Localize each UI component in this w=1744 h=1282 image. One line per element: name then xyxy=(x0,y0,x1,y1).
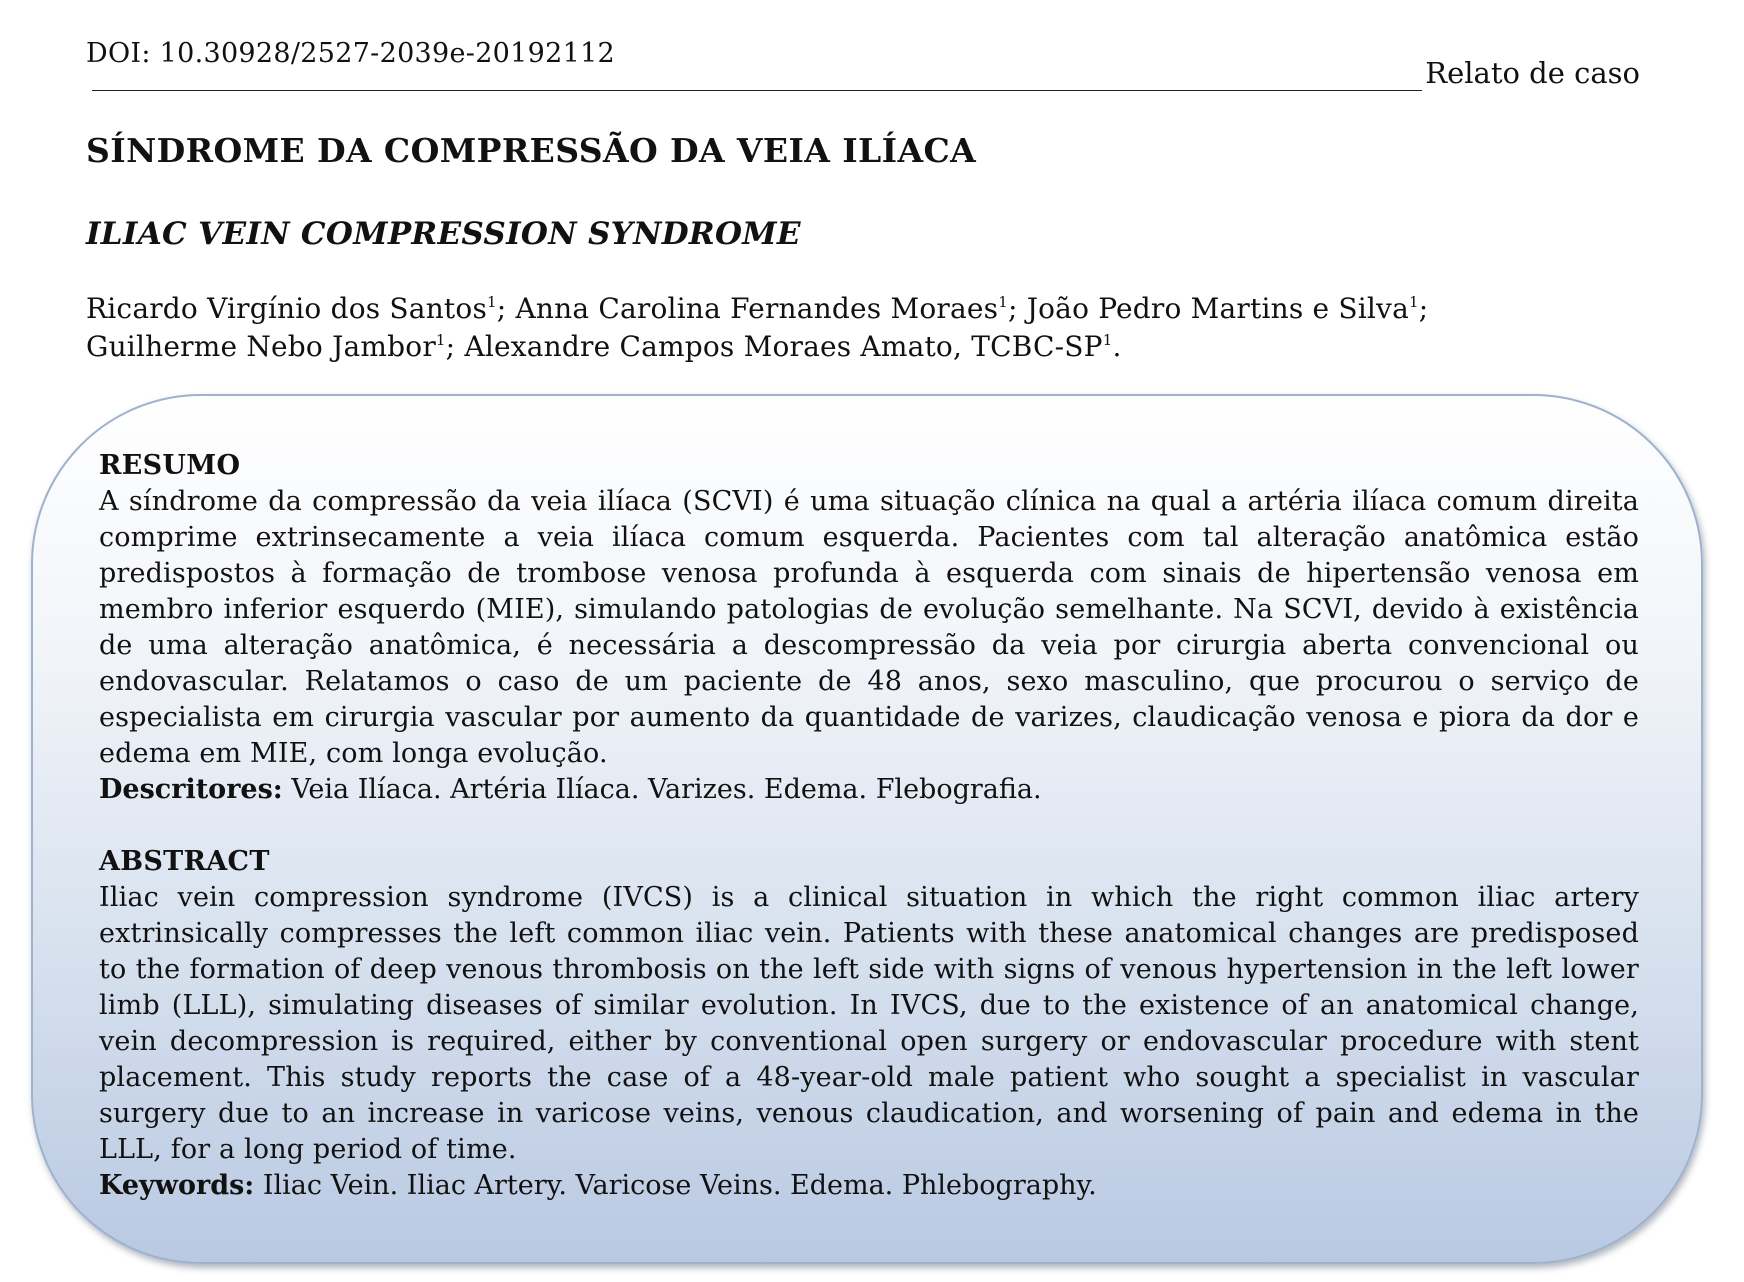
author-affiliation: 1 xyxy=(487,293,497,311)
resumo-keywords xyxy=(99,772,1639,808)
author-affiliation: 1 xyxy=(435,331,446,349)
article-title-portuguese: SÍNDROME DA COMPRESSÃO DA VEIA ILÍACA xyxy=(86,131,977,170)
author-affiliation: 1 xyxy=(1102,331,1113,349)
author-affiliation: 1 xyxy=(1408,293,1419,311)
header-rule xyxy=(92,90,1422,91)
resumo-keywords-label: Descritores: xyxy=(99,774,283,805)
author-name: Anna Carolina Fernandes Moraes xyxy=(515,292,999,325)
author-name: Alexandre Campos Moraes Amato, TCBC-SP xyxy=(464,330,1103,363)
resumo-text: A síndrome da compressão da veia ilíaca (SCVI) é uma situação clínica na qual a artéria ilíaca comum direita comprime extrinsecamente a veia ilíaca comum esquerda. Pacientes com tal alteração anatômica estão predispostos à formação de trombose venosa profunda à esquerda com sinais de hipertensão venosa em membro inferior esquerdo (MIE), simulando patologias de evolução semelhante. Na SCVI, devido à existência de uma alteração anatômica, é necessária a descompressão da veia por cirurgia aberta convencional ou endovascular. Relatamos o caso de um paciente de 48 anos, sexo masculino, que procurou o serviço de especialista em cirurgia vascular por aumento da quantidade de varizes, claudicação venosa e piora da dor e edema em MIE, com longa evolução. xyxy=(99,486,1639,769)
author-name: João Pedro Martins e Silva xyxy=(1026,292,1409,325)
resumo-keywords-values: Veia Ilíaca. Artéria Ilíaca. Varizes. Edema. Flebografia. xyxy=(291,774,1042,805)
section-spacer xyxy=(99,808,1639,844)
author-name: Ricardo Virgínio dos Santos xyxy=(86,292,488,325)
abstract-keywords-label: Keywords: xyxy=(99,1170,255,1201)
author-name: Guilherme Nebo Jambor xyxy=(86,330,436,363)
section-type-label: Relato de caso xyxy=(1425,56,1640,90)
author-affiliation: 1 xyxy=(998,293,1008,311)
abstract-keywords-values: Iliac Vein. Iliac Artery. Varicose Veins. Edema. Phlebography. xyxy=(262,1170,1097,1201)
article-title-english: ILIAC VEIN COMPRESSION SYNDROME xyxy=(86,216,801,252)
resumo-heading: RESUMO xyxy=(99,450,241,481)
abstract-text: Iliac vein compression syndrome (IVCS) is a clinical situation in which the right common iliac artery extrinsically compresses the left common iliac vein. Patients with these anatomical changes are predisposed to the formation of deep venous thrombosis on the left side with signs of venous hypertension in the left lower limb (LLL), simulating diseases of similar evolution. In IVCS, due to the existence of an anatomical change, vein decompression is required, either by conventional open surgery or endovascular procedure with stent placement. This study reports the case of a 48-year-old male patient who sought a specialist in vascular surgery due to an increase in varicose veins, venous claudication, and worsening of pain and edema in the LLL, for a long period of time. xyxy=(99,882,1639,1165)
author-list: Ricardo Virgínio dos Santos$^1$; Anna Carolina Fernandes Moraes$^1$; João Pedro Martins e Silva$^1$; Guilherme Nebo Jambor$^1$; Alexandre Campos Moraes Amato, TCBC-$SP^1$. xyxy=(86,292,1429,363)
abstract-box xyxy=(31,394,1703,1264)
abstract-keywords xyxy=(99,1168,1639,1204)
abstract-box-content xyxy=(99,448,1639,1204)
doi-label: DOI: 10.30928/2527-2039e-20192112 xyxy=(86,38,616,69)
abstract-heading: ABSTRACT xyxy=(99,846,270,877)
